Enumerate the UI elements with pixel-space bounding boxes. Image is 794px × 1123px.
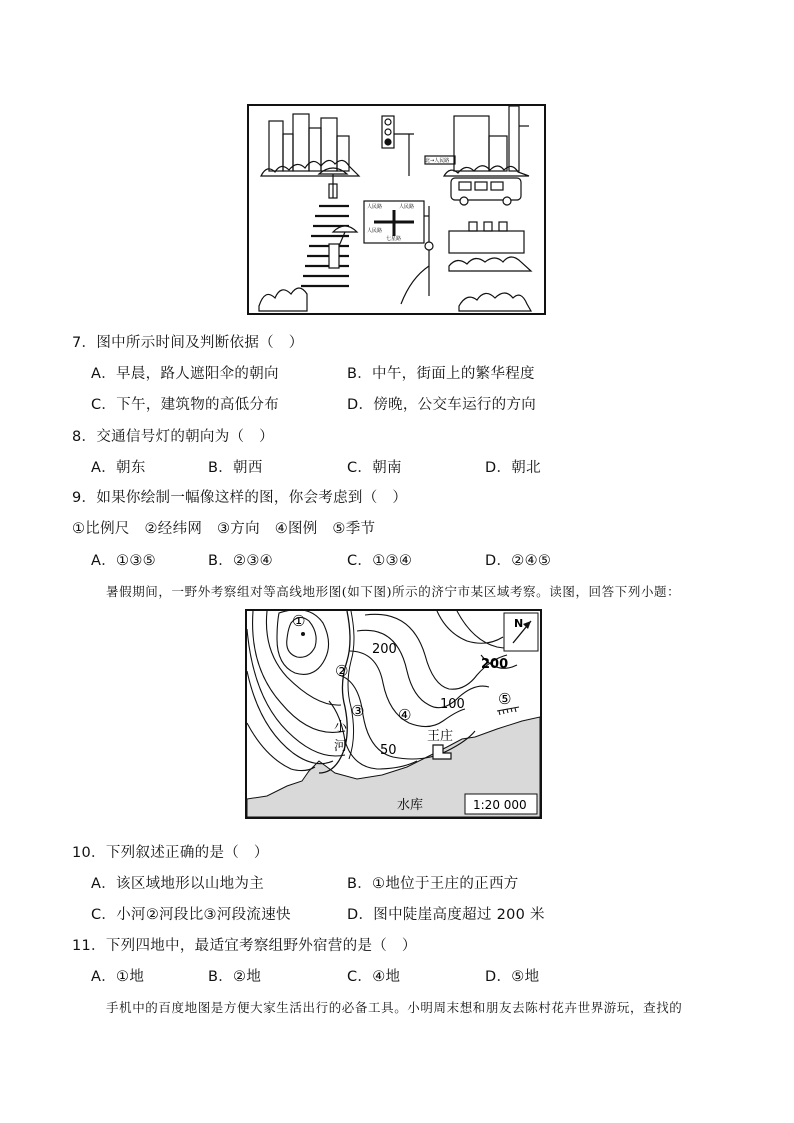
map-point-3: ③ [351,702,365,720]
q10-option-b[interactable]: B．①地位于王庄的正西方 [347,876,519,892]
map-point-1: ① [292,612,306,630]
q7-option-a[interactable]: A．早晨，路人遮阳伞的朝向 [91,366,279,382]
village-label: 王庄 [427,729,454,744]
street-scene-drawing [249,106,544,313]
q7-option-d[interactable]: D．傍晚，公交车运行的方向 [347,397,537,413]
scale-label: 1:20 000 [473,798,527,812]
q9-option-b[interactable]: B．②③④ [208,553,273,569]
reservoir-label: 水库 [397,798,424,813]
contour-label-100: 100 [440,697,465,712]
road-sign-label-d: 七星路 [386,236,402,242]
q9-option-c[interactable]: C．①③④ [347,553,413,569]
q8-stem: 8．交通信号灯的朝向为（ ） [72,429,274,445]
street-scene-figure [247,104,546,315]
q9-option-d[interactable]: D．②④⑤ [485,553,552,569]
street-sign-top: 北→人民路 [425,158,450,164]
q9-option-a[interactable]: A．①③⑤ [91,553,156,569]
q11-stem: 11．下列四地中，最适宜考察组野外宿营的是（ ） [72,938,417,954]
q10-option-a[interactable]: A．该区域地形以山地为主 [91,876,265,892]
map-point-5: ⑤ [498,690,512,708]
contour-label-200-left: 200 [372,642,397,657]
road-sign-label-b: 人民路 [399,204,415,210]
intro-paragraph-2: 手机中的百度地图是方便大家生活出行的必备工具。小明周末想和朋友去陈村花卉世界游玩，查找的 [106,1000,683,1015]
intro-paragraph-1: 暑假期间，一野外考察组对等高线地形图(如下图)所示的济宁市某区域考察。读图，回答下列小题： [106,584,681,599]
q11-option-b[interactable]: B．②地 [208,969,262,985]
road-sign-label-a: 人民路 [367,204,383,210]
river-label-1: 小 [334,720,348,735]
q11-option-a[interactable]: A．①地 [91,969,145,985]
q7-option-c[interactable]: C．下午，建筑物的高低分布 [91,397,280,413]
q11-option-c[interactable]: C．④地 [347,969,401,985]
map-point-2: ② [335,662,349,680]
map-point-4: ④ [398,706,412,724]
contour-label-50: 50 [380,743,397,758]
q7-stem: 7．图中所示时间及判断依据（ ） [72,335,304,351]
north-label: N [514,617,524,630]
road-sign-label-c: 人民路 [367,228,383,234]
cliff-symbol [497,707,519,715]
q10-stem: 10．下列叙述正确的是（ ） [72,845,269,861]
contour-label-200-right: 200 [481,657,509,672]
q11-option-d[interactable]: D．⑤地 [485,969,540,985]
contour-map-figure [245,609,542,819]
hill-summit-dot [301,632,305,636]
q10-option-d[interactable]: D．图中陡崖高度超过 200 米 [347,907,545,923]
q8-option-a[interactable]: A．朝东 [91,460,146,476]
contour-map-drawing [247,611,540,817]
q8-option-c[interactable]: C．朝南 [347,460,402,476]
q8-option-b[interactable]: B．朝西 [208,460,263,476]
river-label-2: 河 [334,739,348,754]
q9-items: ①比例尺 ②经纬网 ③方向 ④图例 ⑤季节 [72,521,376,537]
q8-option-d[interactable]: D．朝北 [485,460,541,476]
q10-option-c[interactable]: C．小河②河段比③河段流速快 [91,907,291,923]
q9-stem: 9．如果你绘制一幅像这样的图，你会考虑到（ ） [72,490,408,506]
q7-option-b[interactable]: B．中午，街面上的繁华程度 [347,366,535,382]
